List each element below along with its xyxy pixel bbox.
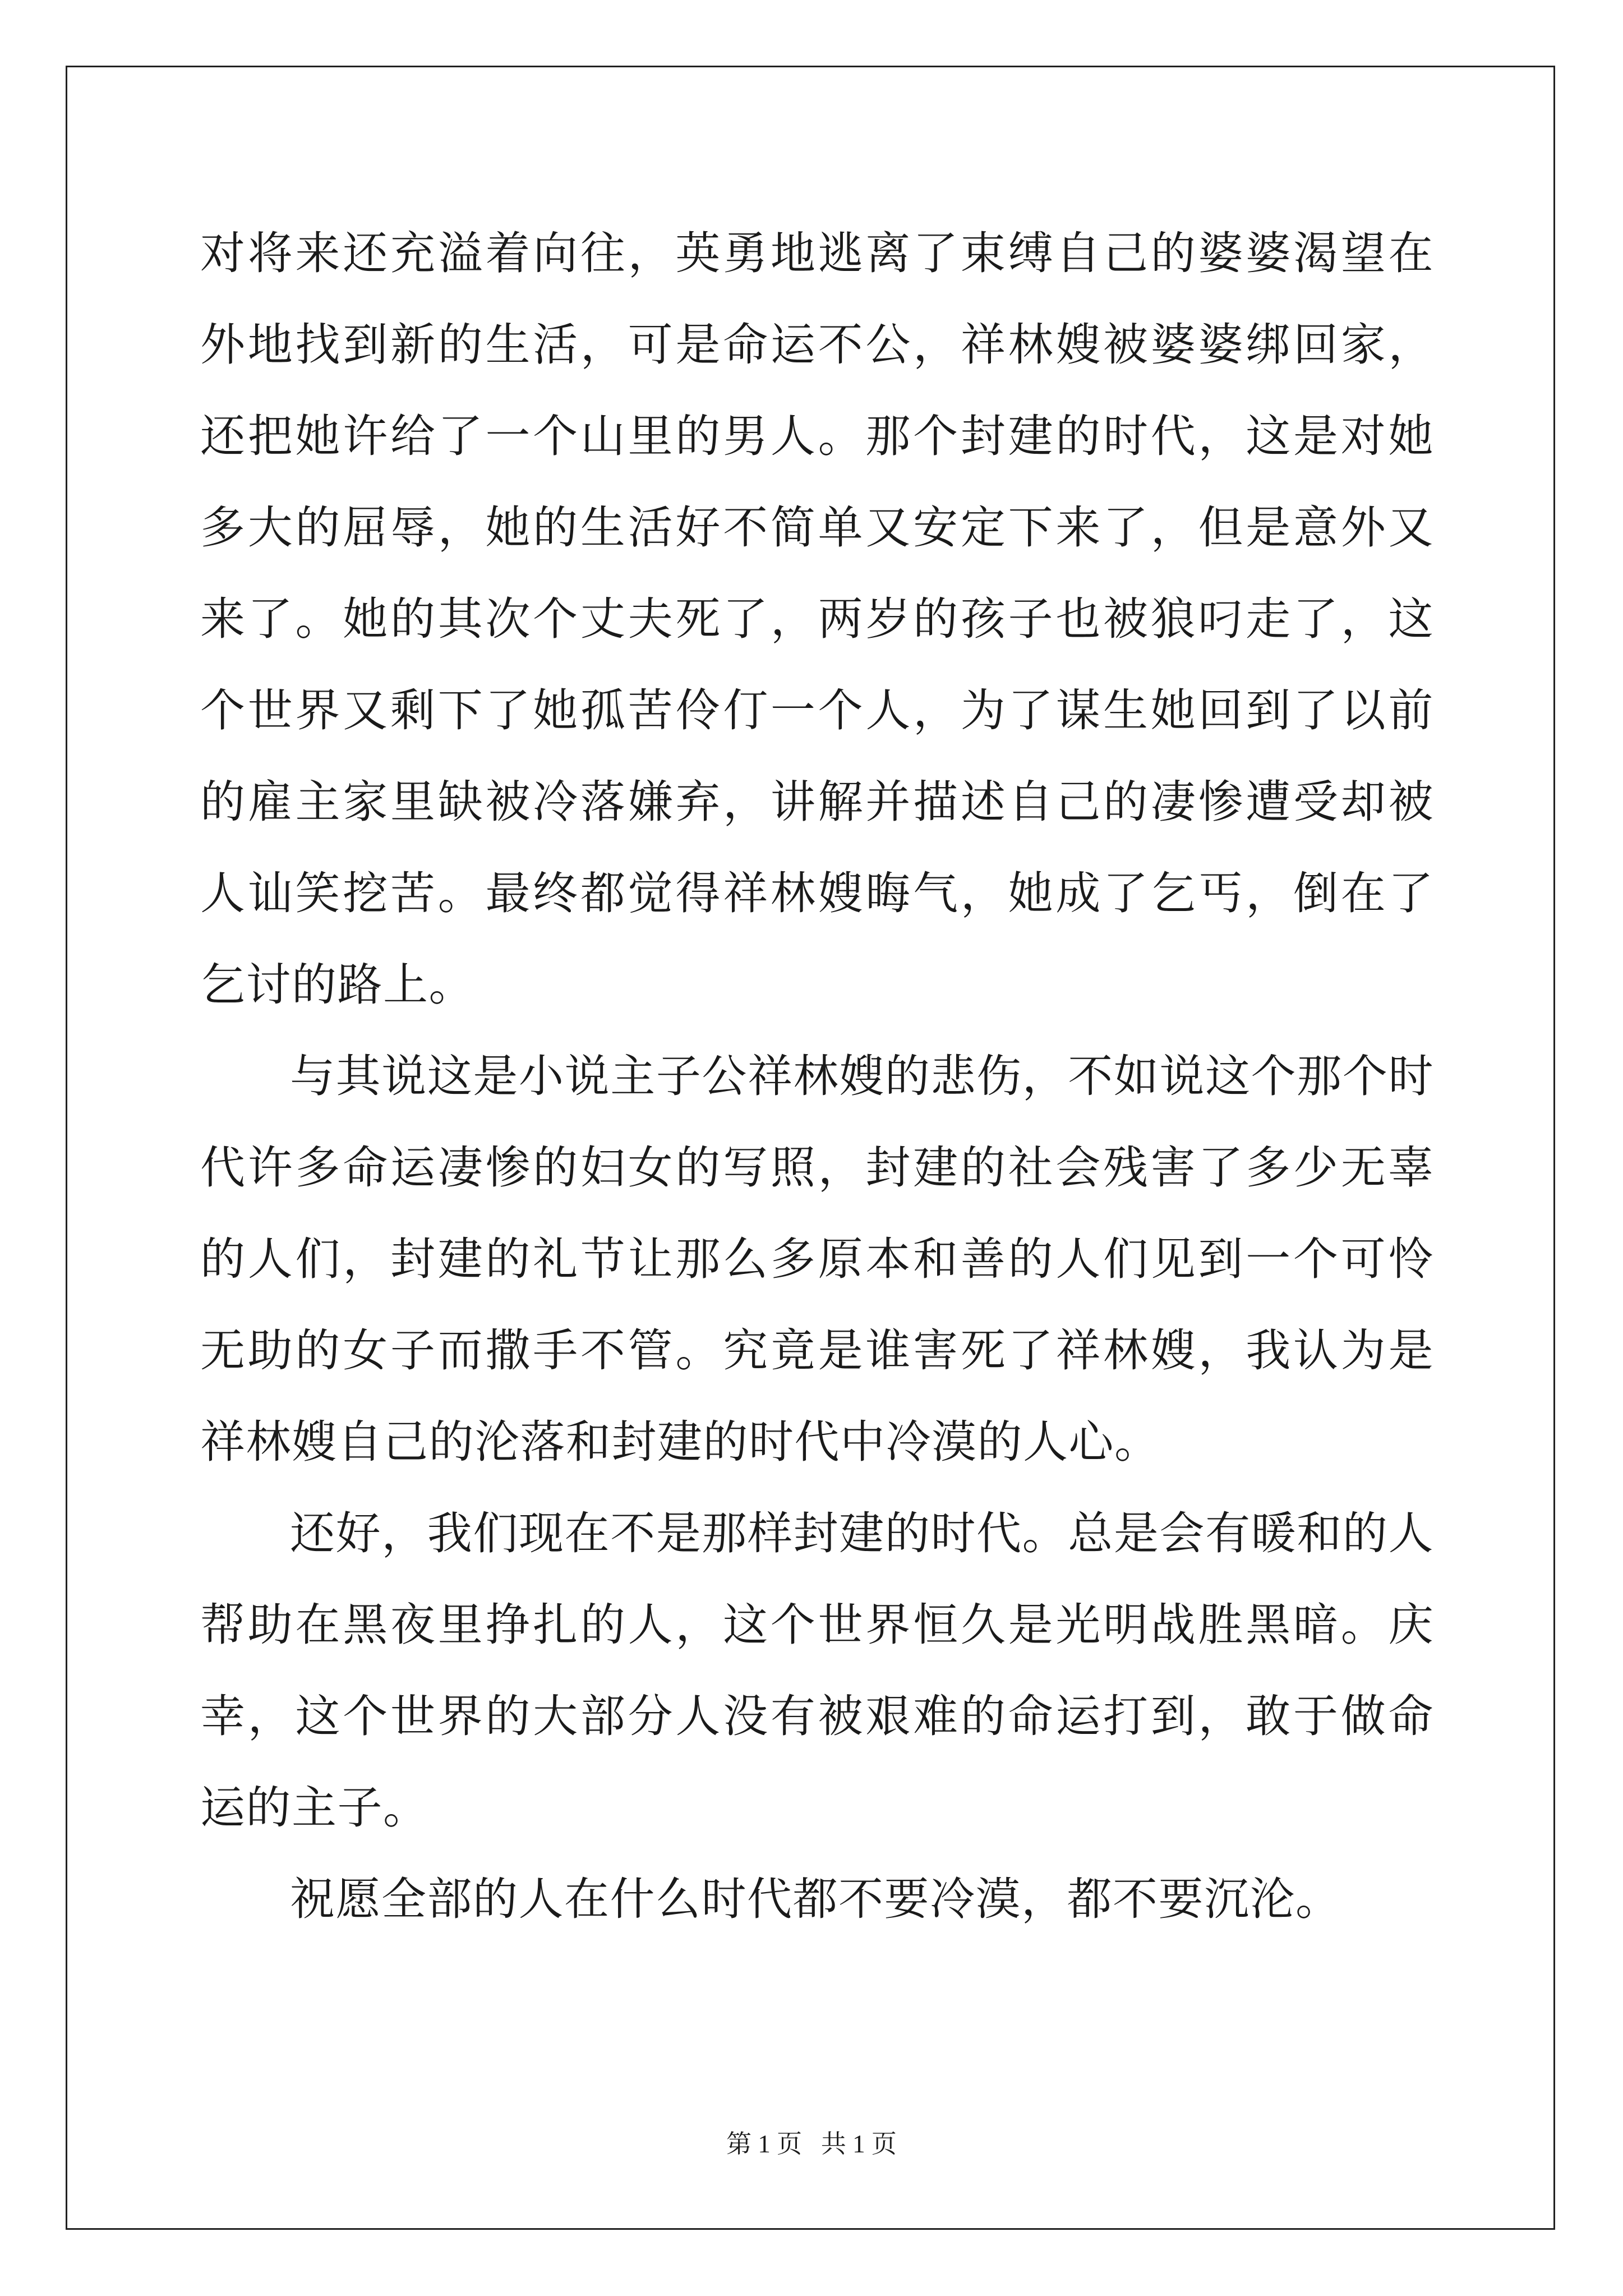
- document-body: [200, 208, 1434, 1945]
- paragraph-3: 还好，我们现在不是那样封建的时代。总是会有暖和的人帮助在黑夜里挣扎的人，这个世界恒久是光明战胜黑暗。庆幸，这个世界的大部分人没有被艰难的命运打到，敢于做命运的主子。: [200, 1507, 1434, 1834]
- page-number-footer: 第 1 页 共 1 页: [726, 2130, 897, 2158]
- paragraph-2: 与其说这是小说主子公祥林嫂的悲伤，不如说这个那个时代许多命运凄惨的妇女的写照，封建的社会残害了多少无辜的人们，封建的礼节让那么多原本和善的人们见到一个可怜无助的女子而撒手不管。究竟是谁害死了祥林嫂，我认为是祥林嫂自己的沦落和封建的时代中冷漠的人心。: [200, 1050, 1434, 1468]
- paragraph-4: 祝愿全部的人在什么时代都不要冷漠，都不要沉沦。: [290, 1873, 1341, 1925]
- paragraph-1: 对将来还充溢着向往，英勇地逃离了束缚自己的婆婆渴望在外地找到新的生活，可是命运不公，祥林嫂被婆婆绑回家，还把她许给了一个山里的男人。那个封建的时代，这是对她多大的屈辱，她的生活好不简单又安定下来了，但是意外又来了。她的其次个丈夫死了，两岁的孩子也被狼叼走了，这个世界又剩下了她孤苦伶仃一个人，为了谋生她回到了以前的雇主家里缺被冷落嫌弃，讲解并描述自己的凄惨遭受却被人讪笑挖苦。最终都觉得祥林嫂晦气，她成了乞丐，倒在了乞讨的路上。: [200, 227, 1434, 1011]
